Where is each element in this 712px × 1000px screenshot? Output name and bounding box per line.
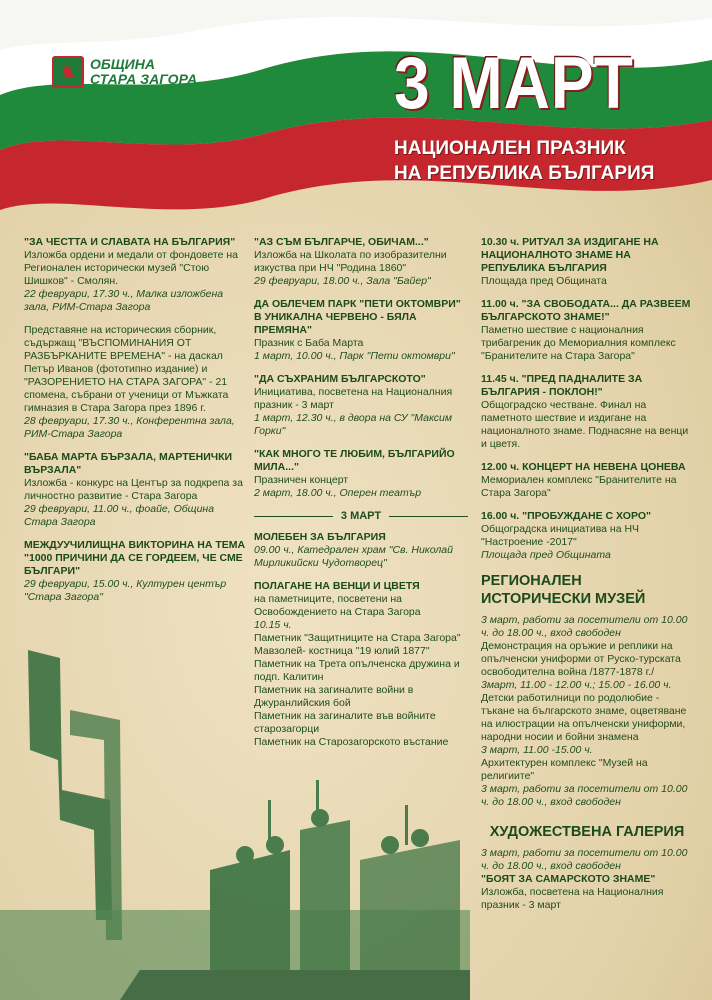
event-time: 1 март, 12.30 ч., в двора на СУ "Максим Горки" (254, 412, 453, 437)
event-item (254, 448, 468, 500)
event-heading: 11.00 ч. "ЗА СВОБОДАТА... ДА РАЗВЕЕМ БЪЛГАРСКОТО ЗНАМЕ!" (481, 298, 691, 323)
gallery-title: ХУДОЖЕСТВЕНА ГАЛЕРИЯ (489, 824, 685, 840)
event-item (481, 461, 693, 500)
museum-entry (481, 679, 693, 744)
museum-text: Демонстрация на оръжие и реплики на опълченски униформи от Руско-турската освободителна война /1877-1878 г./ (481, 640, 681, 678)
coat-of-arms-icon: ♞ (52, 56, 84, 88)
monument-list (254, 632, 468, 749)
event-text: Общоградско честване. Финал на паметното шествие и издигане на националното знаме. Поднасяне на венци и цветя. (481, 399, 689, 450)
monument-item: Паметник на Старозагорското въстание (254, 736, 449, 748)
event-text: Изложба ордени и медали от фондовете на Регионален исторически музей "Стою Шишков" - Смолян. (24, 249, 238, 287)
museum-time: 3март, 11.00 - 12.00 ч.; 15.00 - 16.00 ч. (481, 679, 672, 691)
logo-line-1: ОБЩИНА (90, 56, 155, 72)
event-heading: 10.30 ч. РИТУАЛ ЗА ИЗДИГАНЕ НА НАЦИОНАЛНОТО ЗНАМЕ НА РЕПУБЛИКА БЪЛГАРИЯ (481, 236, 659, 274)
separator-line (254, 516, 333, 517)
event-text: Изложба на Школата по изобразителни изкуства при НЧ "Родина 1860" (254, 249, 447, 274)
event-text: Мемориален комплекс "Бранителите на Стара Загора" (481, 474, 677, 499)
event-item (24, 324, 246, 441)
event-time: 2 март, 18.00 ч., Оперен театър (254, 487, 422, 499)
event-item (254, 580, 468, 632)
column-1 (24, 236, 246, 614)
event-time: 22 февруари, 17.30 ч., Малка изложбена зала, РИМ-Стара Загора (24, 288, 224, 313)
subtitle-line-2: НА РЕПУБЛИКА БЪЛГАРИЯ (394, 163, 655, 184)
event-time: 09.00 ч., Катедрален храм "Св. Николай Мирликийски Чудотворец" (254, 544, 453, 569)
event-text: Празник с Баба Марта (254, 337, 364, 349)
event-item (24, 539, 246, 604)
municipality-logo (52, 56, 197, 88)
monument-item: Паметник "Защитниците на Стара Загора" (254, 632, 461, 644)
event-item (24, 451, 246, 529)
logo-line-2: СТАРА ЗАГОРА (90, 71, 198, 87)
event-item (254, 531, 468, 570)
event-text: Празничен концерт (254, 474, 349, 486)
subtitle-line-1: НАЦИОНАЛЕН ПРАЗНИК (394, 138, 626, 159)
event-text: Представяне на историческия сборник, съдържащ "ВЪСПОМИНАНИЯ ОТ РАЗБЪРКАНИТЕ ВРЕМЕНА" - на даскал Петър Иванов (фототипно издание) и "РАЗОРЕНИЕТО НА СТАРА ЗАГОРА" - 21 спомена, събрани от ученици от Мъжката гимназия в Стара Загора през 1896 г. (24, 324, 229, 414)
gallery-heading: "БОЯТ ЗА САМАРСКОТО ЗНАМЕ" (481, 873, 656, 885)
event-heading: 11.45 ч. "ПРЕД ПАДНАЛИТЕ ЗА БЪЛГАРИЯ - ПОКЛОН!" (481, 373, 643, 398)
column-2 (254, 236, 468, 749)
event-heading: "АЗ СЪМ БЪЛГАРЧЕ, ОБИЧАМ..." (254, 236, 429, 248)
event-heading: "ЗА ЧЕСТТА И СЛАВАТА НА БЪЛГАРИЯ" (24, 236, 236, 248)
museum-time: 3 март, 11.00 -15.00 ч. (481, 744, 593, 756)
column-3 (481, 236, 693, 912)
event-heading: "ДА СЪХРАНИМ БЪЛГАРСКОТО" (254, 373, 426, 385)
event-time: 1 март, 10.00 ч., Парк "Пети октомври" (254, 350, 455, 362)
museum-entry (481, 783, 693, 809)
museum-time: 3 март, работи за посетители от 10.00 ч. до 18.00 ч., вход свободен (481, 783, 688, 808)
event-heading: 16.00 ч. "ПРОБУЖДАНЕ С ХОРО" (481, 510, 651, 522)
event-text: Изложба - конкурс на Център за подкрепа за личностно развитие - Стара Загора (24, 477, 243, 502)
event-item (254, 236, 468, 288)
separator-label: 3 МАРТ (340, 510, 382, 522)
event-item (254, 373, 468, 438)
museum-time: 3 март, работи за посетители от 10.00 ч. до 18.00 ч., вход свободен (481, 614, 688, 639)
event-heading: МОЛЕБЕН ЗА БЪЛГАРИЯ (254, 531, 386, 543)
event-item (481, 510, 693, 562)
event-heading: "БАБА МАРТА БЪРЗАЛА, МАРТЕНИЧКИ ВЪРЗАЛА" (24, 451, 233, 476)
page-subtitle (394, 136, 654, 186)
event-text: Инициатива, посветена на Националния празник - 3 март (254, 386, 453, 411)
event-heading: ДА ОБЛЕЧЕМ ПАРК "ПЕТИ ОКТОМВРИ" В УНИКАЛНА ЧЕРВЕНО - БЯЛА ПРЕМЯНА" (254, 298, 461, 336)
event-time: 29 февруари, 11.00 ч., фоайе, Община Стара Загора (24, 503, 215, 528)
event-item (481, 298, 693, 363)
event-item (481, 236, 693, 288)
museum-text: Архитектурен комплекс "Музей на религиите" (481, 757, 648, 782)
page-title: 3 МАРТ (394, 41, 634, 124)
event-text: Общоградска инициатива на НЧ "Настроение -2017" (481, 523, 640, 548)
event-item (24, 236, 246, 314)
event-text: на паметниците, посветени на Освобождението на Стара Загора (254, 593, 421, 618)
event-time: Площада пред Общината (481, 549, 611, 561)
event-text: Паметно шествие с националния трибагреник до Мемориалния комплекс "Бранителите на Стара Загора" (481, 324, 676, 362)
march-3-separator (254, 510, 468, 523)
museum-text: Детски работилници по родолюбие - тъкане на българското знаме, оцветяване на илюстрации на опълченски униформи, народни носии и бойни знамена (481, 692, 687, 743)
event-time: 29 февруари, 18.00 ч., Зала "Байер" (254, 275, 431, 287)
event-item (481, 373, 693, 451)
museum-title: РЕГИОНАЛЕН ИСТОРИЧЕСКИ МУЗЕЙ (481, 573, 646, 607)
museum-entry (481, 744, 693, 783)
museum-entry (481, 614, 693, 679)
monument-item: Мавзолей- костница "19 юлий 1877" (254, 645, 430, 657)
event-heading: ПОЛАГАНЕ НА ВЕНЦИ И ЦВЕТЯ (254, 580, 420, 592)
event-heading: 12.00 ч. КОНЦЕРТ НА НЕВЕНА ЦОНЕВА (481, 461, 686, 473)
monument-item: Паметник на Трета опълченска дружина и подп. Калитин (254, 658, 460, 683)
event-item (254, 298, 468, 363)
event-heading: МЕЖДУУЧИЛИЩНА ВИКТОРИНА НА ТЕМА "1000 ПРИЧИНИ ДА СЕ ГОРДЕЕМ, ЧЕ СМЕ БЪЛГАРИ" (24, 539, 246, 577)
event-text: Площада пред Общината (481, 275, 607, 287)
gallery-text: Изложба, посветена на Националния празник - 3 март (481, 886, 664, 911)
monument-item: Паметник на загиналите войни в Джуранлийския бой (254, 684, 414, 709)
event-heading: "КАК МНОГО ТЕ ЛЮБИМ, БЪЛГАРИЙО МИЛА..." (254, 448, 455, 473)
event-time: 10.15 ч. (254, 619, 292, 631)
event-time: 28 февруари, 17.30 ч., Конферентна зала, РИМ-Стара Загора (24, 415, 235, 440)
separator-line (389, 516, 468, 517)
gallery-time: 3 март, работи за посетители от 10.00 ч. до 18.00 ч., вход свободен (481, 847, 688, 872)
monument-item: Паметник на загиналите във войните старозагорци (254, 710, 436, 735)
event-time: 29 февруари, 15.00 ч., Културен център "Стара Загора" (24, 578, 227, 603)
